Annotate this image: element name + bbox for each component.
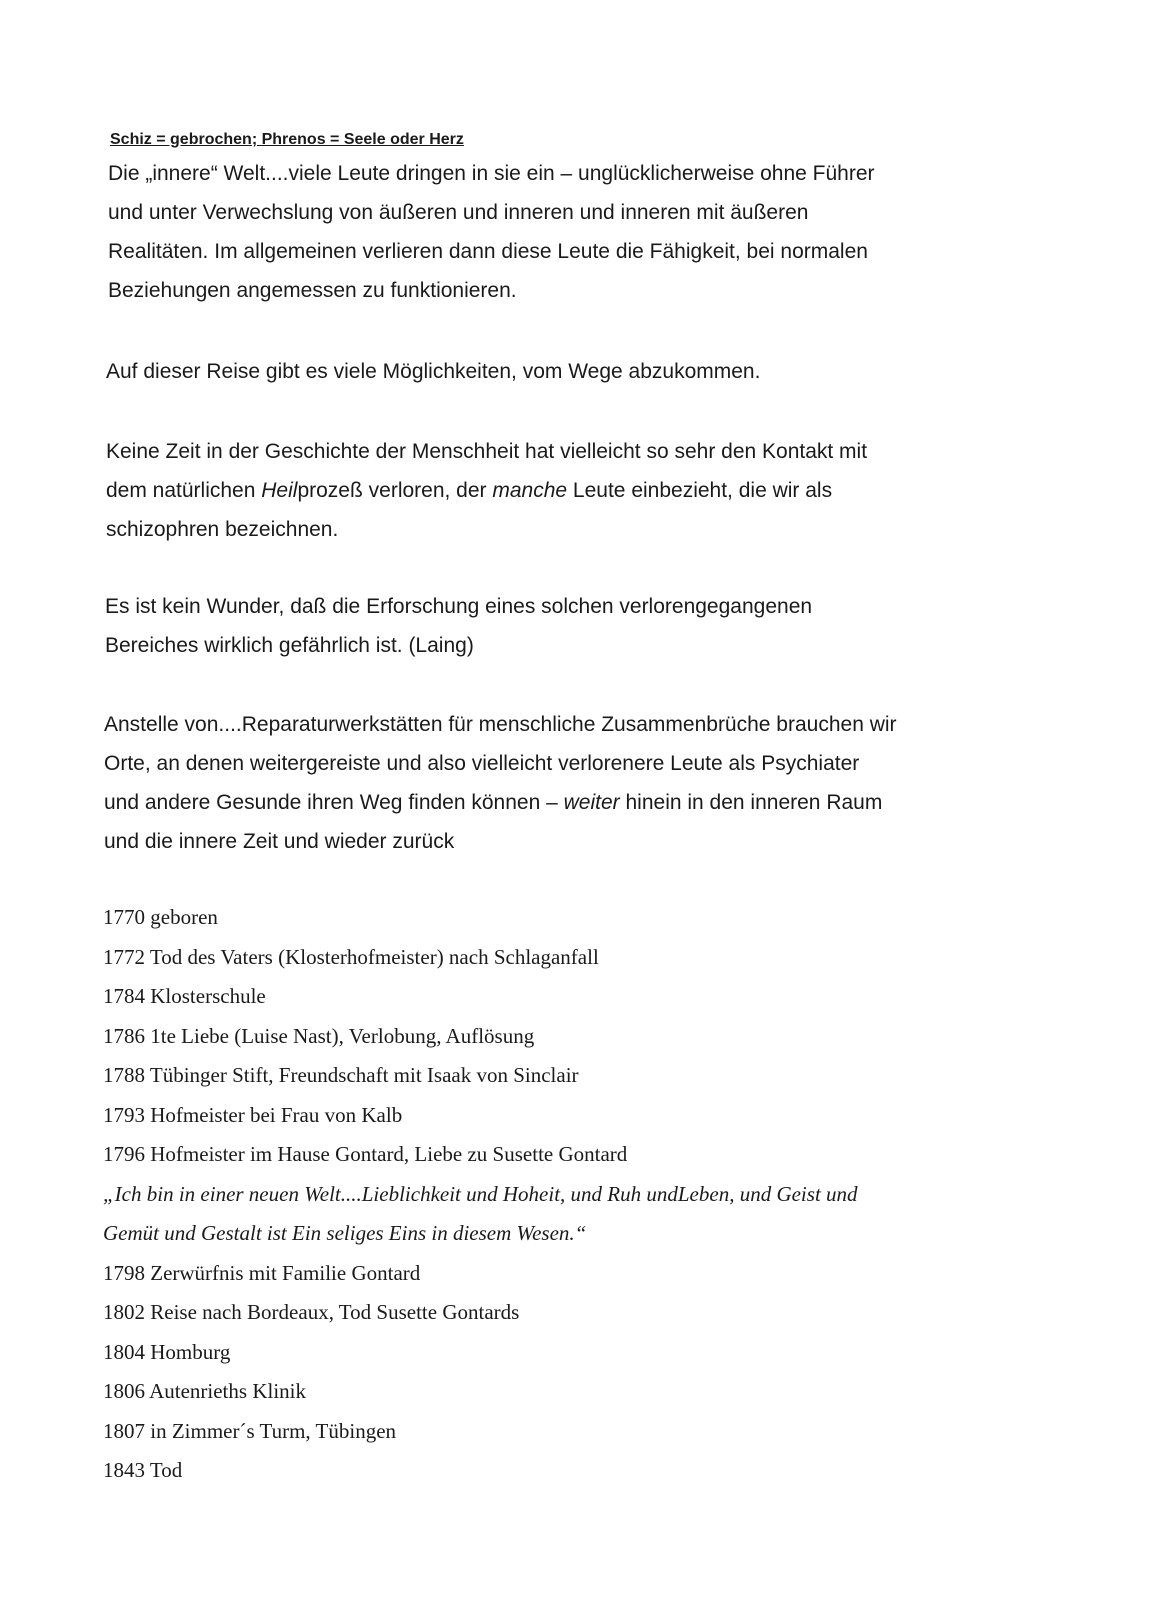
text-line: Es ist kein Wunder, daß die Erforschung eines solchen verlorengegangenen [105, 595, 813, 618]
timeline-entry: 1784 Klosterschule [103, 984, 266, 1008]
timeline-entry: 1806 Autenrieths Klinik [103, 1379, 306, 1403]
timeline-entry: 1770 geboren [103, 905, 218, 929]
text-line: Auf dieser Reise gibt es viele Möglichkeiten, vom Wege abzukommen. [106, 360, 761, 383]
text-line: Orte, an denen weitergereiste und also vielleicht verlorenere Leute als Psychiater [104, 752, 860, 775]
timeline-entry: 1798 Zerwürfnis mit Familie Gontard [103, 1260, 421, 1285]
text-fragment: Leute einbezieht, die wir als [567, 479, 833, 502]
timeline-entry: 1804 Homburg [103, 1339, 231, 1364]
text-fragment: dem natürlichen [106, 479, 262, 502]
timeline-entry: 1793 Hofmeister bei Frau von Kalb [103, 1102, 403, 1127]
text-line: Realitäten. Im allgemeinen verlieren dann diese Leute die Fähigkeit, bei normalen [108, 240, 868, 263]
paragraph-history [106, 432, 1006, 549]
paragraph-instead [104, 705, 1004, 861]
text-line: Die „innere“ Welt....viele Leute dringen in sie ein – unglücklicherweise ohne Führer [108, 162, 875, 185]
timeline-entry: 1772 Tod des Vaters (Klosterhofmeister) nach Schlaganfall [103, 944, 599, 969]
timeline-entry: 1843 Tod [103, 1458, 183, 1482]
emphasis-weiter: weiter [563, 791, 620, 814]
timeline-entry: 1802 Reise nach Bordeaux, Tod Susette Gontards [103, 1300, 520, 1324]
text-line-mixed [104, 783, 1004, 822]
text-line-mixed [106, 471, 1006, 510]
paragraph-journey [106, 352, 1006, 391]
paragraph-laing [105, 587, 1005, 665]
timeline-entry: 1788 Tübinger Stift, Freundschaft mit Isaak von Sinclair [103, 1063, 579, 1087]
text-line: Bereiches wirklich gefährlich ist. (Laing) [105, 634, 474, 657]
text-line: schizophren bezeichnen. [106, 518, 339, 541]
text-line: und die innere Zeit und wieder zurück [104, 830, 455, 853]
timeline-entry: 1796 Hofmeister im Hause Gontard, Liebe zu Susette Gontard [103, 1142, 628, 1166]
timeline-entry: 1807 in Zimmer´s Turm, Tübingen [103, 1418, 397, 1443]
timeline-list [103, 898, 1003, 1491]
text-fragment: und andere Gesunde ihren Weg finden können – [104, 791, 564, 814]
text-line: und unter Verwechslung von äußeren und inneren und inneren mit äußeren [108, 201, 809, 224]
quote-line: Gemüt und Gestalt ist Ein seliges Eins in diesem Wesen.“ [103, 1221, 587, 1245]
emphasis-manche: manche [492, 479, 568, 502]
text-line: Anstelle von....Reparaturwerkstätten für menschliche Zusammenbrüche brauchen wir [104, 713, 897, 736]
emphasis-heil: Heil [261, 479, 298, 502]
text-line: Keine Zeit in der Geschichte der Menschheit hat vielleicht so sehr den Kontakt mit [106, 440, 868, 463]
timeline-entry: 1786 1te Liebe (Luise Nast), Verlobung, Auflösung [103, 1023, 535, 1048]
quote-line: „Ich bin in einer neuen Welt....Lieblichkeit und Hoheit, und Ruh undLeben, und Geist und [103, 1181, 858, 1206]
paragraph-inner-world [108, 154, 1008, 310]
page-heading: Schiz = gebrochen; Phrenos = Seele oder Herz [110, 131, 464, 148]
text-fragment: hinein in den inneren Raum [619, 791, 883, 814]
text-line: Beziehungen angemessen zu funktionieren. [108, 279, 517, 302]
text-fragment: prozeß verloren, der [297, 479, 493, 502]
